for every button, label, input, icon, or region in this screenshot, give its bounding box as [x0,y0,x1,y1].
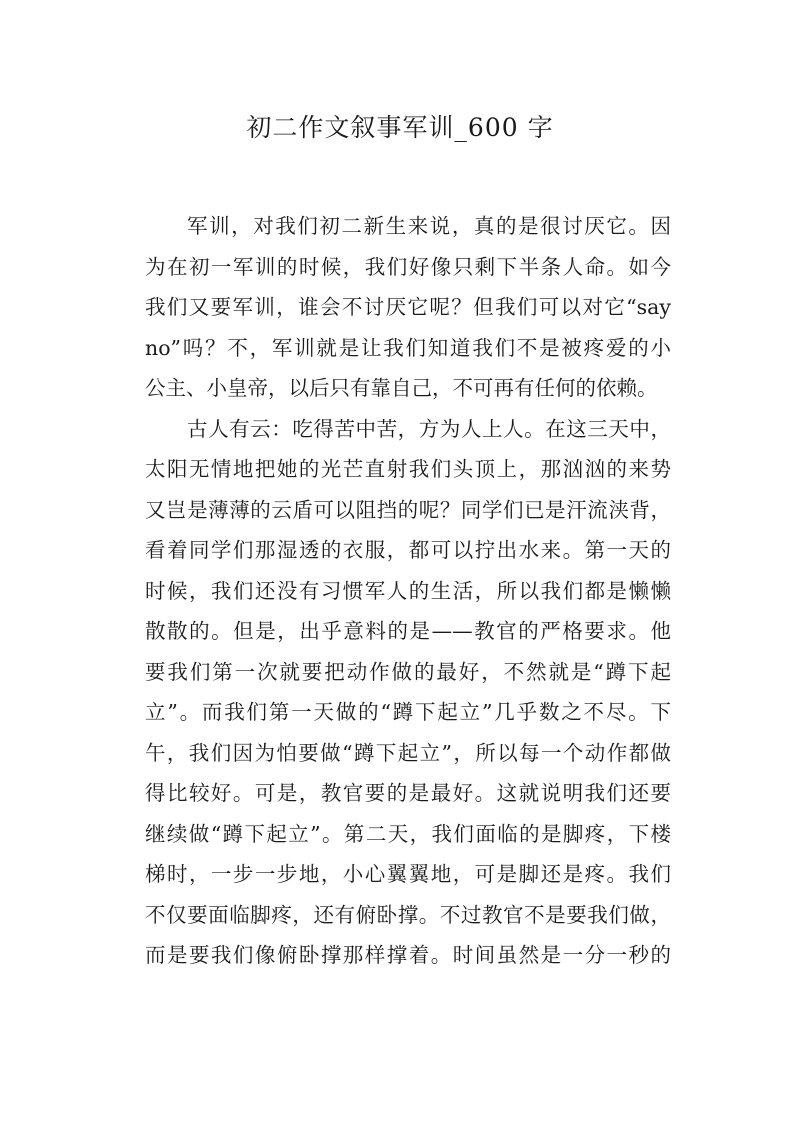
document-title: 初二作文叙事军训_600 字 [246,113,554,142]
paragraph-1-line-3: 我们又要军训，谁会不讨厌它呢？但我们可以对它“say [145,295,671,319]
paragraph-2-line-12: 梯时，一步一步地，小心翼翼地，可是脚还是疼。我们 [145,862,671,886]
paragraph-2-line-14: 而是要我们像俯卧撑那样撑着。时间虽然是一分一秒的 [145,943,671,967]
paragraph-2-line-6: 散散的。但是，出乎意料的是——教官的严格要求。他 [145,619,671,643]
essay-body [145,206,671,976]
paragraph-1-line-5: 公主、小皇帝，以后只有靠自己，不可再有任何的依赖。 [145,376,658,400]
paragraph-2-line-2: 太阳无情地把她的光芒直射我们头顶上，那汹汹的来势 [145,457,671,481]
paragraph-2-line-7: 要我们第一次就要把动作做的最好，不然就是“蹲下起 [145,659,671,684]
paragraph-2-line-10: 得比较好。可是，教官要的是最好。这就说明我们还要 [145,781,671,805]
paragraph-1-line-1: 军训，对我们初二新生来说，真的是很讨厌它。因 [187,214,671,238]
paragraph-2-line-3: 又岂是薄薄的云盾可以阻挡的呢？同学们已是汗流浃背， [145,497,671,522]
paragraph-1-line-4: no”吗？不，军训就是让我们知道我们不是被疼爱的小 [145,335,671,360]
paragraph-2-line-5: 时候，我们还没有习惯军人的生活，所以我们都是懒懒 [145,578,671,603]
paragraph-2-line-4: 看着同学们那湿透的衣服，都可以拧出水来。第一天的 [145,538,671,562]
paragraph-1-line-2: 为在初一军训的时候，我们好像只剩下半条人命。如今 [145,254,671,279]
paragraph-2-line-13: 不仅要面临脚疼，还有俯卧撑。不过教官不是要我们做， [145,902,671,927]
paragraph-2-line-11: 继续做“蹲下起立”。第二天，我们面临的是脚疼，下楼 [145,821,671,846]
paragraph-2-line-8: 立”。而我们第一天做的“蹲下起立”几乎数之不尽。下 [145,700,671,724]
paragraph-2-line-9: 午，我们因为怕要做“蹲下起立”，所以每一个动作都做 [145,740,671,765]
paragraph-2-line-1: 古人有云：吃得苦中苦，方为人上人。在这三天中， [187,416,671,441]
